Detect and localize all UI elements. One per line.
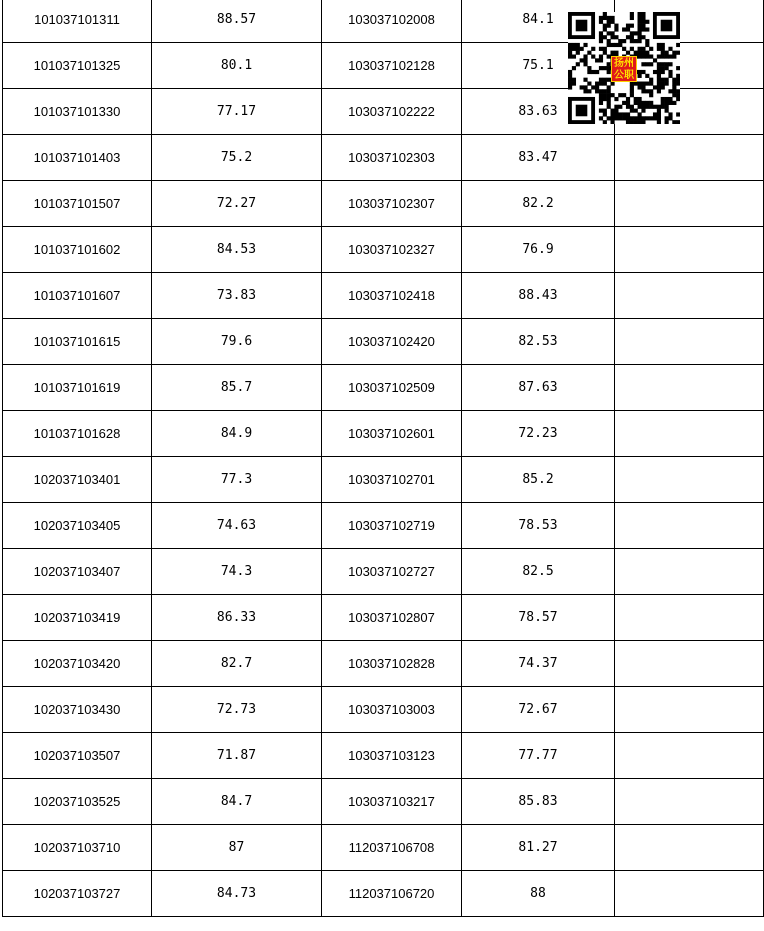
candidate-id-cell: 103037103123 [322,733,462,779]
score-cell: 87.63 [462,365,615,411]
score-cell: 83.47 [462,135,615,181]
score-cell: 77.77 [462,733,615,779]
score-cell: 77.3 [152,457,322,503]
note-cell [615,549,764,595]
candidate-id-cell: 101037101311 [3,0,152,43]
score-cell: 74.3 [152,549,322,595]
candidate-id-cell: 102037103419 [3,595,152,641]
qr-badge-label-line1: 扬州 [614,58,634,69]
table-row [3,411,764,457]
score-cell: 83.63 [462,89,615,135]
candidate-id-cell: 103037103003 [322,687,462,733]
candidate-id-cell: 112037106720 [322,871,462,917]
candidate-id-cell: 101037101602 [3,227,152,273]
candidate-id-cell: 102037103407 [3,549,152,595]
candidate-id-cell: 101037101403 [3,135,152,181]
candidate-id-cell: 102037103405 [3,503,152,549]
candidate-id-cell: 102037103727 [3,871,152,917]
table-row [3,319,764,365]
table-row [3,687,764,733]
candidate-id-cell: 102037103420 [3,641,152,687]
table-row [3,457,764,503]
table-row [3,135,764,181]
score-cell: 72.73 [152,687,322,733]
candidate-id-cell: 102037103710 [3,825,152,871]
score-cell: 87 [152,825,322,871]
table-row [3,641,764,687]
qr-badge-label-line2: 公职 [614,70,634,81]
score-cell: 88 [462,871,615,917]
candidate-id-cell: 103037102828 [322,641,462,687]
score-table-body [3,0,764,917]
candidate-id-cell: 102037103401 [3,457,152,503]
note-cell [615,411,764,457]
score-cell: 73.83 [152,273,322,319]
candidate-id-cell: 101037101507 [3,181,152,227]
candidate-id-cell: 103037102008 [322,0,462,43]
table-row [3,779,764,825]
note-cell [615,503,764,549]
note-cell [615,825,764,871]
table-row [3,871,764,917]
candidate-id-cell: 101037101607 [3,273,152,319]
table-row [3,733,764,779]
table-row [3,273,764,319]
note-cell [615,871,764,917]
candidate-id-cell: 112037106708 [322,825,462,871]
score-cell: 80.1 [152,43,322,89]
qr-badge-label [611,56,637,82]
table-row [3,825,764,871]
note-cell [615,641,764,687]
candidate-id-cell: 101037101325 [3,43,152,89]
score-cell: 85.2 [462,457,615,503]
candidate-id-cell: 101037101619 [3,365,152,411]
candidate-id-cell: 103037102307 [322,181,462,227]
candidate-id-cell: 103037102727 [322,549,462,595]
table-row [3,595,764,641]
score-cell: 82.53 [462,319,615,365]
score-cell: 86.33 [152,595,322,641]
note-cell [615,273,764,319]
score-cell: 76.9 [462,227,615,273]
score-cell: 75.2 [152,135,322,181]
candidate-id-cell: 103037102222 [322,89,462,135]
note-cell [615,687,764,733]
score-cell: 81.27 [462,825,615,871]
note-cell [615,457,764,503]
score-cell: 78.57 [462,595,615,641]
score-cell: 88.57 [152,0,322,43]
table-row [3,549,764,595]
candidate-id-cell: 102037103507 [3,733,152,779]
score-cell: 78.53 [462,503,615,549]
score-cell: 82.7 [152,641,322,687]
score-cell: 71.87 [152,733,322,779]
score-cell: 82.5 [462,549,615,595]
score-cell: 88.43 [462,273,615,319]
score-cell: 84.9 [152,411,322,457]
candidate-id-cell: 102037103430 [3,687,152,733]
candidate-id-cell: 103037102327 [322,227,462,273]
score-cell: 77.17 [152,89,322,135]
note-cell [615,135,764,181]
candidate-id-cell: 103037102509 [322,365,462,411]
note-cell [615,733,764,779]
score-cell: 84.7 [152,779,322,825]
table-row [3,365,764,411]
score-cell: 85.7 [152,365,322,411]
score-cell: 72.27 [152,181,322,227]
score-table [2,0,764,917]
score-cell: 79.6 [152,319,322,365]
candidate-id-cell: 103037102701 [322,457,462,503]
table-row [3,503,764,549]
note-cell [615,365,764,411]
note-cell [615,319,764,365]
score-cell: 74.63 [152,503,322,549]
note-cell [615,779,764,825]
score-cell: 72.23 [462,411,615,457]
score-cell: 82.2 [462,181,615,227]
table-row [3,181,764,227]
note-cell [615,181,764,227]
table-row [3,227,764,273]
candidate-id-cell: 102037103525 [3,779,152,825]
candidate-id-cell: 101037101628 [3,411,152,457]
candidate-id-cell: 103037102807 [322,595,462,641]
score-cell: 72.67 [462,687,615,733]
score-cell: 84.1 [462,0,615,43]
candidate-id-cell: 103037103217 [322,779,462,825]
candidate-id-cell: 103037102303 [322,135,462,181]
candidate-id-cell: 103037102601 [322,411,462,457]
score-cell: 74.37 [462,641,615,687]
qr-code-badge [568,12,680,124]
candidate-id-cell: 101037101330 [3,89,152,135]
score-cell: 84.73 [152,871,322,917]
note-cell [615,227,764,273]
candidate-id-cell: 103037102420 [322,319,462,365]
note-cell [615,595,764,641]
candidate-id-cell: 103037102128 [322,43,462,89]
score-cell: 75.1 [462,43,615,89]
score-cell: 84.53 [152,227,322,273]
candidate-id-cell: 101037101615 [3,319,152,365]
candidate-id-cell: 103037102719 [322,503,462,549]
score-cell: 85.83 [462,779,615,825]
candidate-id-cell: 103037102418 [322,273,462,319]
